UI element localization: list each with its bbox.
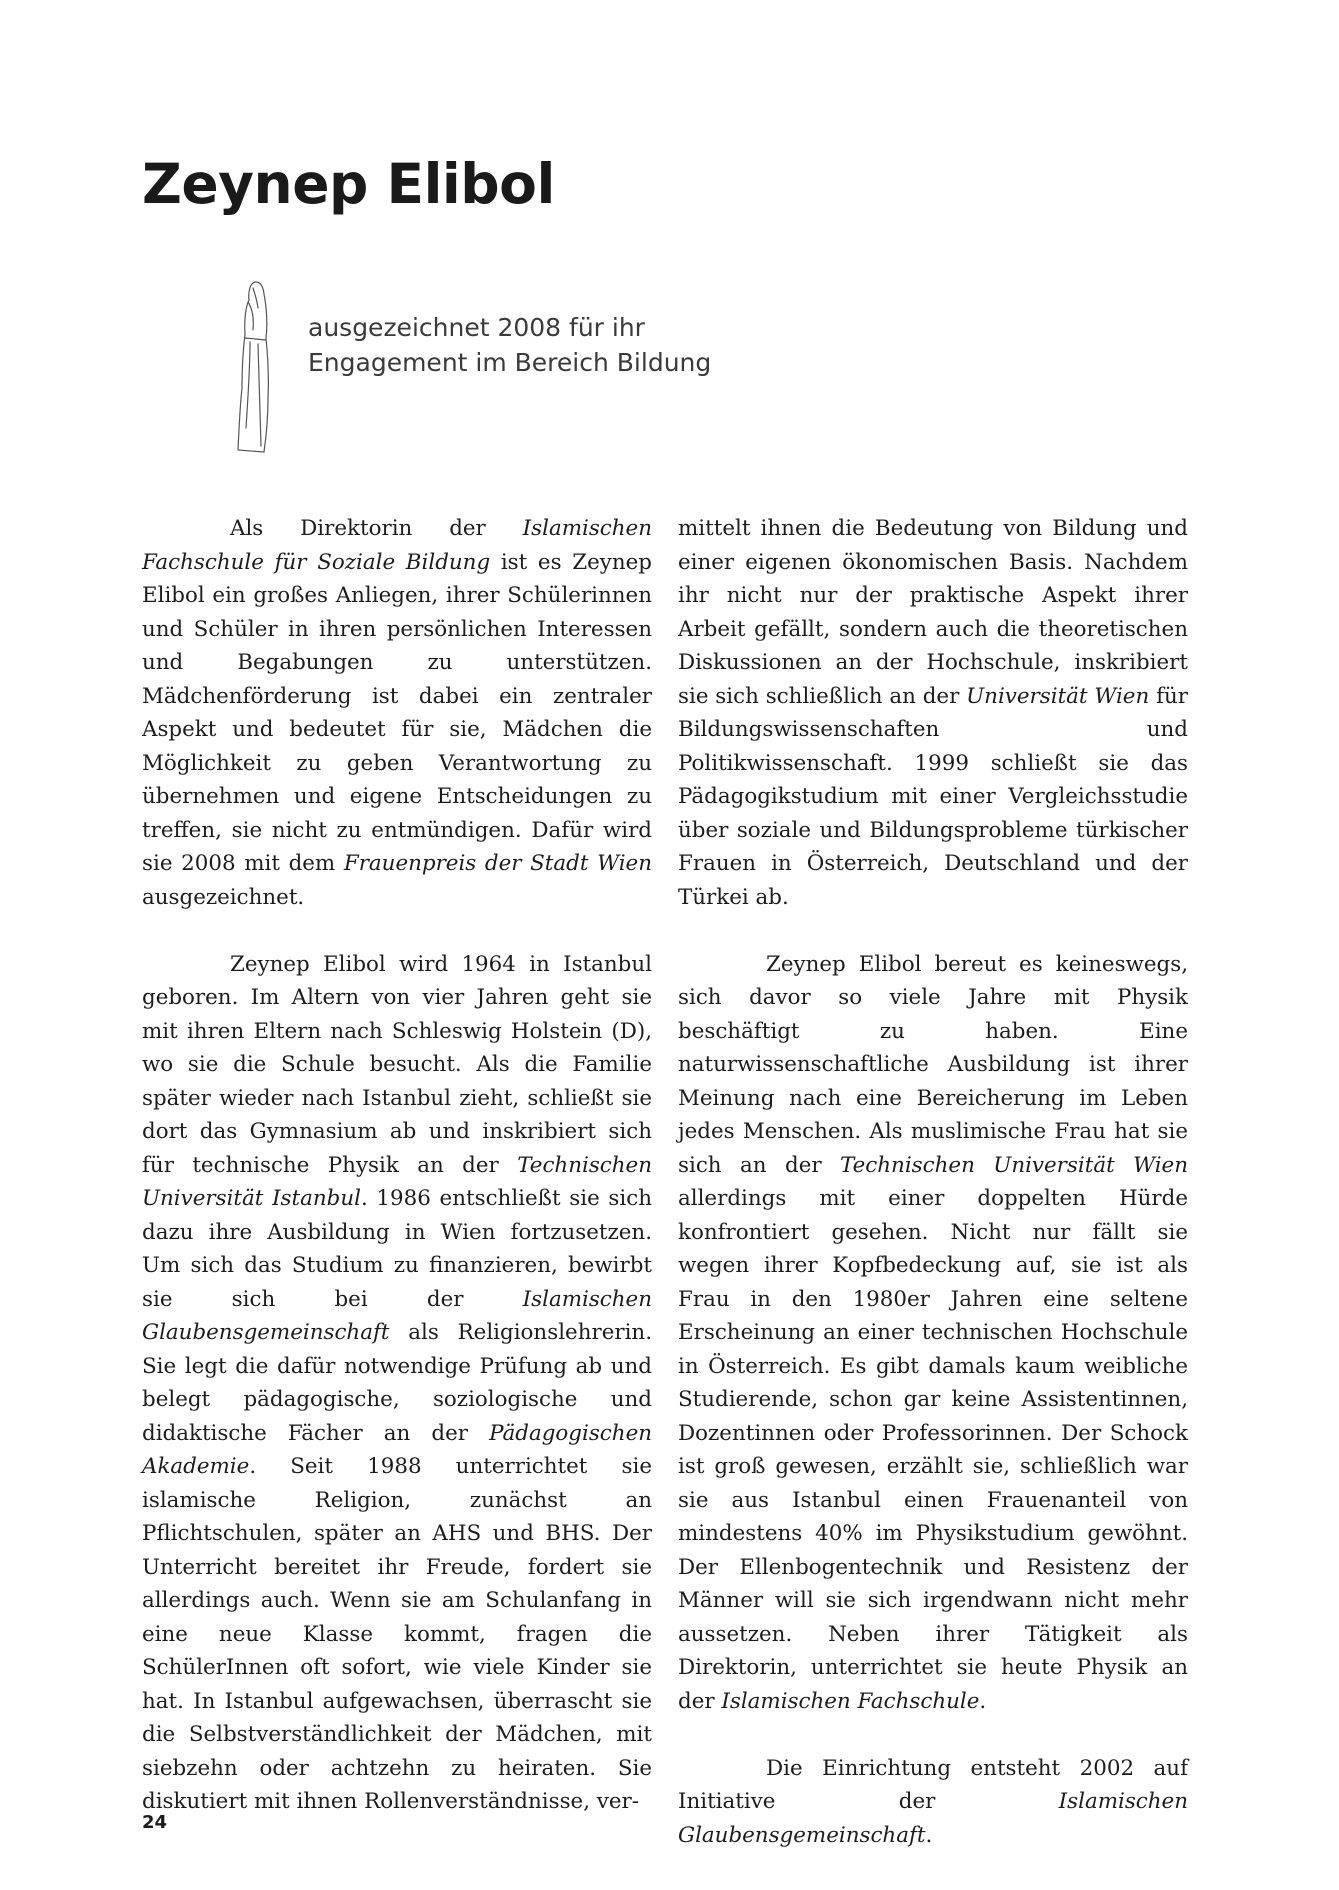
subtitle <box>308 310 711 380</box>
subtitle-line-1: ausgezeichnet 2008 für ihr <box>308 313 645 342</box>
sketch-figure-icon <box>228 278 288 458</box>
page-number: 24 <box>142 1812 168 1833</box>
subtitle-line-2: Engagement im Bereich Bildung <box>308 348 712 377</box>
paragraph: mittelt ihnen die Bedeutung von Bildung und einer eigenen ökonomischen Basis. Nachdem ihr nicht nur der praktische Aspekt ihrer Arbeit gefällt, sondern auch die theoretischen Diskussionen an der Hochschule, inskribiert sie sich schließlich an der Universität Wien für Bildungswissenschaften und Politikwissenschaft. 1999 schließt sie das Pädagogikstudium mit einer Vergleichsstudie über soziale und Bildungsprobleme türkischer Frauen in Österreich, Deutschland und der Türkei ab. <box>678 516 1189 910</box>
paragraph: Die Einrichtung entsteht 2002 auf Initiative der Islamischen Glaubensgemeinschaft. <box>678 1755 1188 1848</box>
paragraph: Als Direktorin der Islamischen Fachschule für Soziale Bildung ist es Zeynep Elibol ein großes Anliegen, ihrer Schülerinnen und Schüler in ihren persönlichen Interessen und Begabungen zu unterstützen. Mädchenförderung ist dabei ein zentraler Aspekt und bedeutet für sie, Mädchen die Möglichkeit zu geben Verantwortung zu übernehmen und eigene Entscheidungen zu treffen, sie nicht zu entmündigen. Dafür wird sie 2008 mit dem Frauenpreis der Stadt Wien ausgezeichnet. <box>142 516 652 910</box>
paragraph: Zeynep Elibol bereut es keineswegs, sich davor so viele Jahre mit Physik beschäftigt zu haben. Eine naturwissenschaftliche Ausbildung ist ihrer Meinung nach eine Bereicherung im Leben jedes Menschen. Als muslimische Frau hat sie sich an der Technischen Universität Wien allerdings mit einer doppelten Hürde konfrontiert gesehen. Nicht nur fällt sie wegen ihrer Kopfbedeckung auf, sie ist als Frau in den 1980er Jahren eine seltene Erscheinung an einer technischen Hochschule in Österreich. Es gibt damals kaum weibliche Studierende, schon gar keine Assistentinnen, Dozentinnen oder Professorinnen. Der Schock ist groß gewesen, erzählt sie, schließlich war sie aus Istanbul einen Frauenanteil von mindestens 40% im Physikstudium gewöhnt. Der Ellenbogentechnik und Resistenz der Männer will sie sich irgendwann nicht mehr aussetzen. Neben ihrer Tätigkeit als Direktorin, unterrichtet sie heute Physik an der Islamischen Fachschule. <box>678 951 1188 1714</box>
right-column <box>678 512 1188 1852</box>
page-title: Zeynep Elibol <box>142 152 555 216</box>
paragraph: Zeynep Elibol wird 1964 in Istanbul geboren. Im Altern von vier Jahren geht sie mit ihren Eltern nach Schleswig Holstein (D), wo sie die Schule besucht. Als die Familie später wieder nach Istanbul zieht, schließt sie dort das Gymnasium ab und inskribiert sich für technische Physik an der Technischen Universität Istanbul. 1986 entschließt sie sich dazu ihre Ausbildung in Wien fortzusetzen. Um sich das Studium zu finanzieren, bewirbt sie sich bei der Islamischen Glaubensgemeinschaft als Religionslehrerin. Sie legt die dafür notwendige Prüfung ab und belegt pädagogische, soziologische und didaktische Fächer an der Pädagogischen Akademie. Seit 1988 unterrichtet sie islamische Religion, zunächst an Pflichtschulen, später an AHS und BHS. Der Unterricht bereitet ihr Freude, fordert sie allerdings auch. Wenn sie am Schulanfang in eine neue Klasse kommt, fragen die SchülerInnen oft sofort, wie viele Kinder sie hat. In Istanbul aufgewachsen, überrascht sie die Selbstverständlichkeit der Mädchen, mit siebzehn oder achtzehn zu heiraten. Sie diskutiert mit ihnen Rollenverständnisse, ver- <box>142 951 652 1814</box>
left-column <box>142 512 652 1819</box>
